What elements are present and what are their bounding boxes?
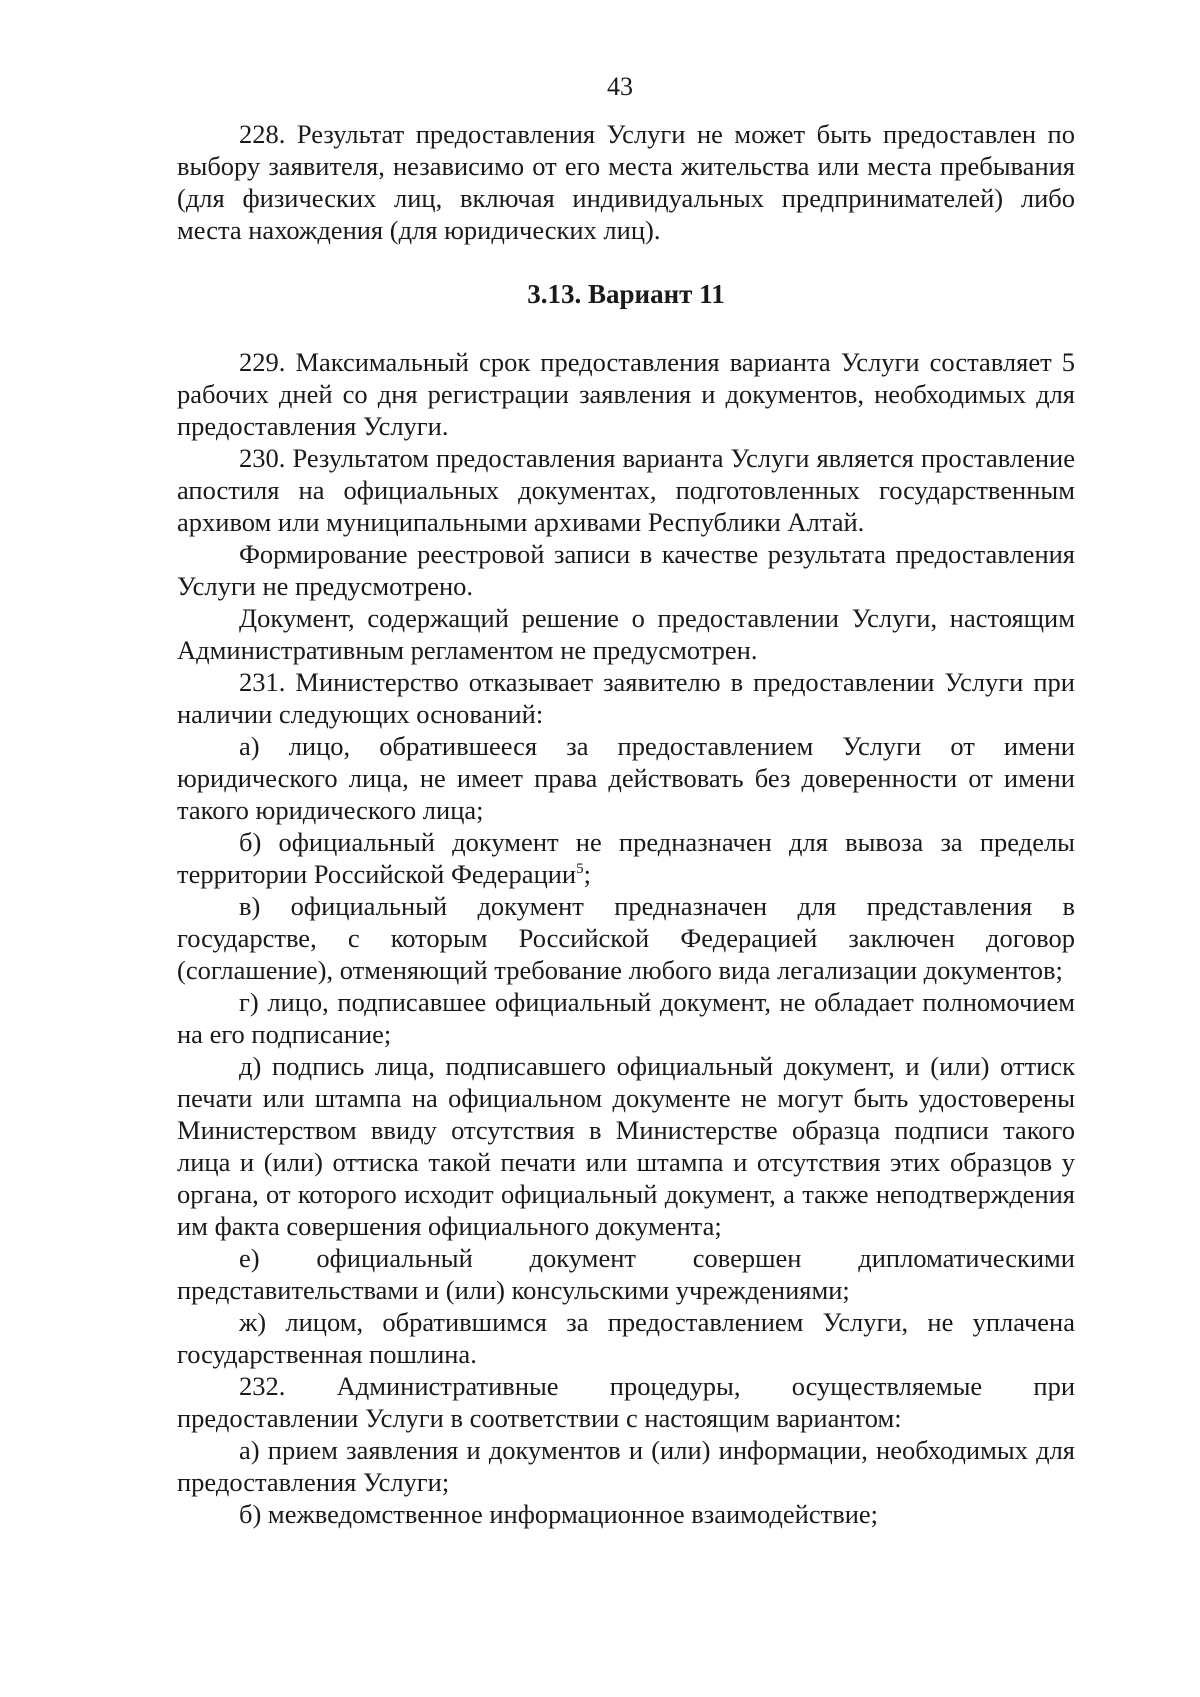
paragraph-232: 232. Административные процедуры, осуществляемые при предоставлении Услуги в соответствии с настоящим вариантом: bbox=[177, 1371, 1075, 1433]
paragraph-231: 231. Министерство отказывает заявителю в предоставлении Услуги при наличии следующих оснований: bbox=[177, 667, 1075, 729]
paragraph-228: 228. Результат предоставления Услуги не может быть предоставлен по выбору заявителя, независимо от его места жительства или места пребывания (для физических лиц, включая индивидуальных предпринимателей) либо места нахождения (для юридических лиц). bbox=[177, 119, 1075, 245]
list-item-231-b bbox=[177, 826, 1075, 890]
document-body bbox=[177, 118, 1075, 1530]
paragraph-230-document: Документ, содержащий решение о предоставлении Услуги, настоящим Административным регламентом не предусмотрен. bbox=[177, 603, 1075, 665]
list-item-231-e: е) официальный документ совершен дипломатическими представительствами и (или) консульскими учреждениями; bbox=[177, 1243, 1075, 1305]
footnote-marker: 5 bbox=[576, 861, 584, 878]
list-item-231-zh: ж) лицом, обратившимся за предоставлением Услуги, не уплачена государственная пошлина. bbox=[177, 1307, 1075, 1369]
page-number: 43 bbox=[607, 72, 633, 101]
list-item-232-a: а) прием заявления и документов и (или) информации, необходимых для предоставления Услуги; bbox=[177, 1435, 1075, 1497]
paragraph-230-registry: Формирование реестровой записи в качестве результата предоставления Услуги не предусмотрено. bbox=[177, 539, 1075, 601]
paragraph-230: 230. Результатом предоставления варианта Услуги является проставление апостиля на официальных документах, подготовленных государственным архивом или муниципальными архивами Республики Алтай. bbox=[177, 443, 1075, 537]
list-item-231-a: а) лицо, обратившееся за предоставлением Услуги от имени юридического лица, не имеет права действовать без доверенности от имени такого юридического лица; bbox=[177, 731, 1075, 825]
list-item-231-v: в) официальный документ предназначен для представления в государстве, с которым Российской Федерацией заключен договор (соглашение), отменяющий требование любого вида легализации документов; bbox=[177, 891, 1075, 985]
list-item-231-d: д) подпись лица, подписавшего официальный документ, и (или) оттиск печати или штампа на официальном документе не могут быть удостоверены Министерством ввиду отсутствия в Министерстве образца подписи такого лица и (или) оттиска такой печати или штампа и отсутствия этих образцов у органа, от которого исходит официальный документ, а также неподтверждения им факта совершения официального документа; bbox=[177, 1051, 1075, 1241]
section-title: 3.13. Вариант 11 bbox=[527, 279, 725, 309]
list-item-231-b-end: ; bbox=[583, 859, 591, 889]
list-item-231-g: г) лицо, подписавшее официальный документ, не обладает полномочием на его подписание; bbox=[177, 987, 1075, 1049]
paragraph-229: 229. Максимальный срок предоставления варианта Услуги составляет 5 рабочих дней со дня регистрации заявления и документов, необходимых для предоставления Услуги. bbox=[177, 347, 1075, 441]
list-item-231-b-text: б) официальный документ не предназначен для вывоза за пределы территории Российской Федерации bbox=[177, 827, 1075, 889]
list-item-232-b: б) межведомственное информационное взаимодействие; bbox=[239, 1499, 879, 1529]
